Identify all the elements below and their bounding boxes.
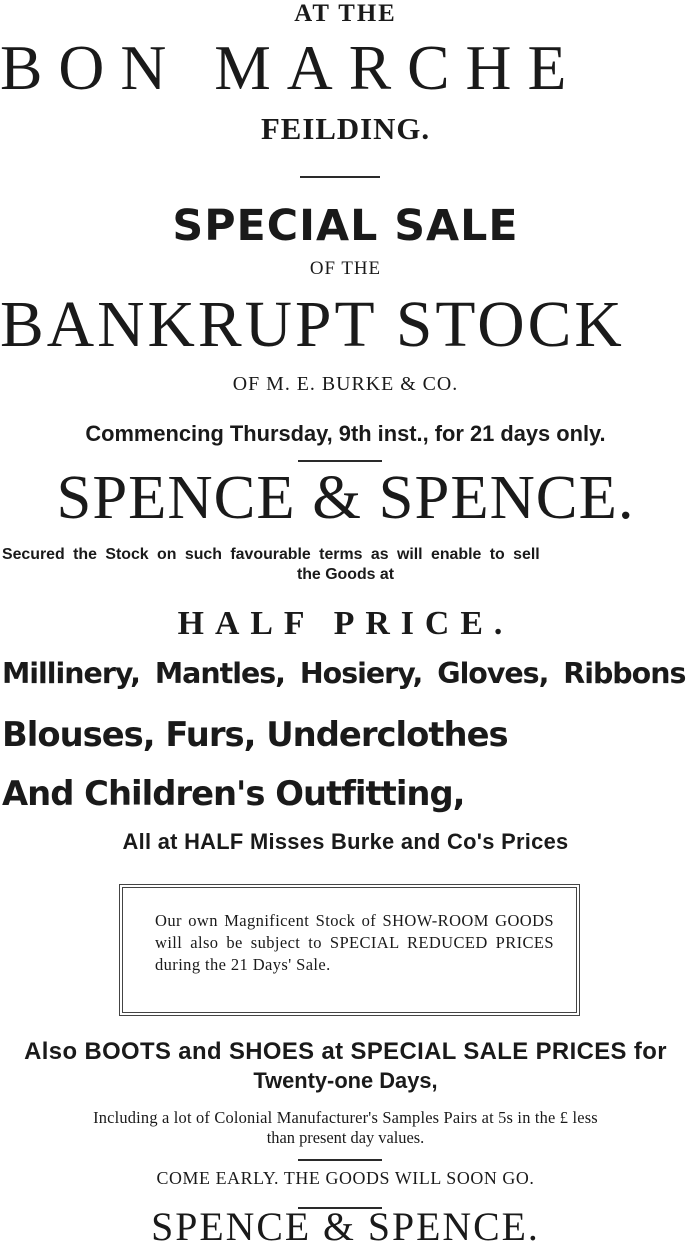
all-at-half-text: All at HALF Misses Burke and Co's Prices — [122, 829, 569, 854]
items-line-1: Millinery, Mantles, Hosiery, Gloves, Ribbons — [2, 657, 686, 690]
half-price-heading: HALF PRICE. — [177, 605, 514, 642]
bankrupt-stock-heading: BANKRUPT STOCK — [0, 289, 625, 361]
special-sale-heading: SPECIAL SALE — [172, 201, 519, 251]
showroom-goods-notice-box — [119, 884, 580, 1016]
come-early-text: COME EARLY. THE GOODS WILL SOON GO. — [156, 1168, 535, 1188]
boots-and-shoes-text: Also BOOTS and SHOES at SPECIAL SALE PRICES for — [24, 1038, 667, 1065]
signature-firm-name: SPENCE & SPENCE. — [151, 1205, 540, 1249]
twenty-one-days-text: Twenty-one Days, — [253, 1068, 438, 1093]
the-goods-at-text: the Goods at — [296, 566, 395, 583]
of-the-text: OF THE — [309, 258, 382, 279]
secured-stock-text: Secured the Stock on such favourable terms as will enable to sell — [2, 546, 540, 563]
store-name-heading: BON MARCHE — [0, 32, 583, 103]
commencing-text: Commencing Thursday, 9th inst., for 21 days only. — [85, 421, 606, 446]
including-samples-text: Including a lot of Colonial Manufacturer's Samples Pairs at 5s in the £ less — [93, 1108, 598, 1127]
town-heading: FEILDING. — [260, 112, 431, 146]
items-line-3: And Children's Outfitting, — [2, 774, 465, 813]
divider-rule — [298, 1159, 382, 1161]
at-the-heading: AT THE — [294, 0, 397, 27]
of-burke-text: OF M. E. BURKE & CO. — [232, 373, 459, 395]
firm-name-heading: SPENCE & SPENCE. — [56, 462, 635, 532]
showroom-goods-notice-text: Our own Magnificent Stock of SHOW-ROOM GOODS will also be subject to SPECIAL REDUCED PRICES during the 21 Days' Sale. — [155, 911, 554, 975]
present-day-values-text: than present day values. — [266, 1128, 425, 1147]
divider-rule — [300, 176, 380, 178]
items-line-2: Blouses, Furs, Underclothes — [2, 715, 508, 754]
